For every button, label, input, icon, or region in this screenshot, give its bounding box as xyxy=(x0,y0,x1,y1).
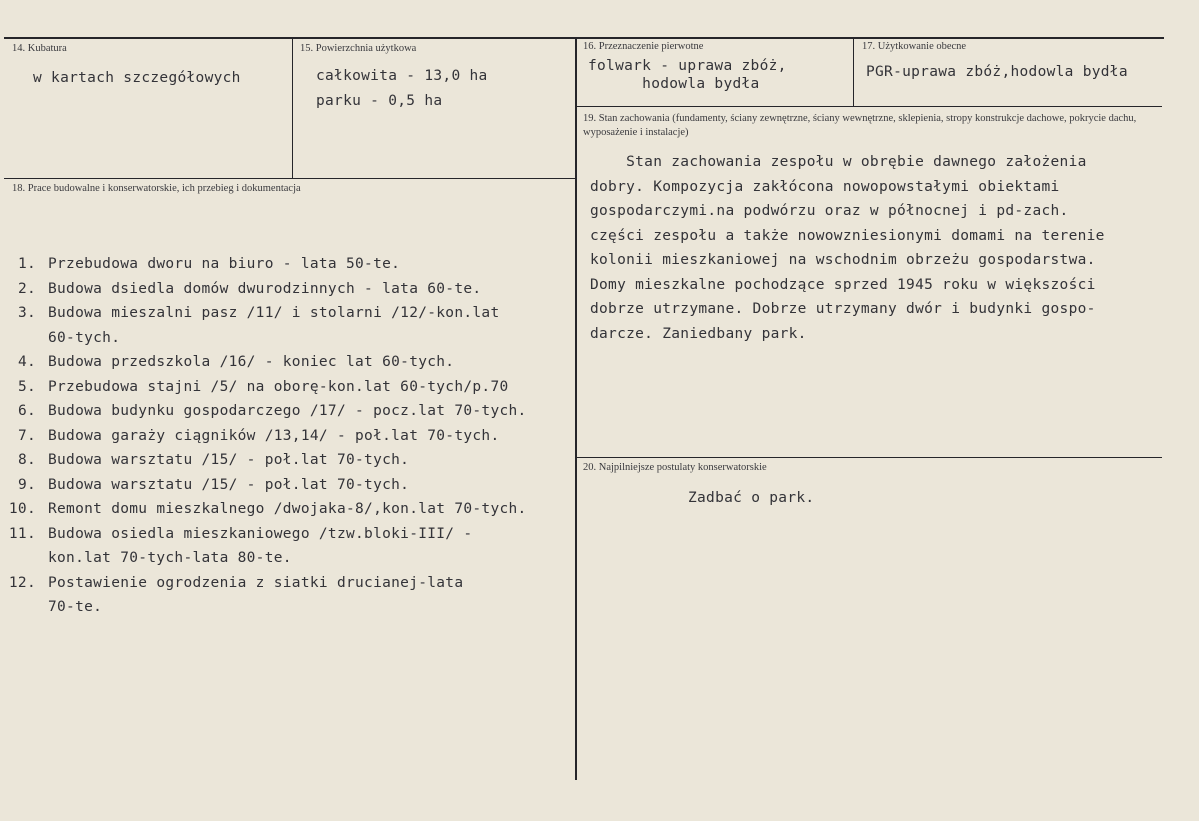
works-item-number: 8. xyxy=(17,452,36,468)
works-list-item xyxy=(2,424,527,449)
works-list-item xyxy=(2,497,527,522)
works-item-text: Postawienie ogrodzenia z siatki drucianej-lata xyxy=(48,574,464,591)
works-list-item xyxy=(2,546,527,571)
works-list-item xyxy=(2,399,527,424)
works-list-item xyxy=(2,595,527,620)
works-list-item xyxy=(2,301,527,326)
works-list-item xyxy=(2,571,527,596)
field-19-line: Domy mieszkalne pochodzące sprzed 1945 roku w większości xyxy=(590,276,1096,293)
works-item-text: 60-tych. xyxy=(48,329,121,346)
field-19-line: gospodarczymi.na podwórzu oraz w północnej i pd-zach. xyxy=(590,203,1069,219)
works-list-item xyxy=(2,375,527,400)
works-list-item xyxy=(2,522,527,547)
field-19-line: dobrze utrzymane. Dobrze utrzymany dwór i budynki gospo- xyxy=(590,301,1096,317)
field-19-line: części zespołu a także nowowzniesionymi domami na terenie xyxy=(590,227,1105,244)
field-15-label: 15. Powierzchnia użytkowa xyxy=(300,43,417,54)
works-item-number: 1. xyxy=(17,256,36,272)
works-item-number: 11. xyxy=(8,525,36,542)
rule-above-20 xyxy=(576,457,1162,458)
works-item-number: 6. xyxy=(17,403,36,419)
works-item-number xyxy=(2,595,36,620)
works-item-number: 5. xyxy=(17,378,36,395)
center-vertical-rule xyxy=(575,38,577,780)
field-14-label: 14. Kubatura xyxy=(12,43,67,54)
works-item-number: 7. xyxy=(17,427,36,444)
top-rule xyxy=(4,37,1164,39)
works-item-text: Budowa dsiedla domów dwurodzinnych - lata 60-te. xyxy=(48,280,482,297)
works-list-item xyxy=(2,350,527,375)
works-list xyxy=(2,252,527,620)
works-item-text: Budowa mieszalni pasz /11/ i stolarni /12/-kon.lat xyxy=(48,305,500,321)
field-16-line-2: hodowla bydła xyxy=(588,76,760,92)
works-item-number: 9. xyxy=(17,476,36,493)
works-list-item xyxy=(2,326,527,351)
field-17-label: 17. Użytkowanie obecne xyxy=(862,41,967,52)
field-15-line-2: parku - 0,5 ha xyxy=(316,93,443,109)
field-16-line-1: folwark - uprawa zbóż, xyxy=(588,58,787,74)
works-item-number: 12. xyxy=(8,574,36,591)
works-item-number: 3. xyxy=(17,305,36,321)
works-item-text: Remont domu mieszkalnego /dwojaka-8/,kon.lat 70-tych. xyxy=(48,501,527,517)
field-16-label: 16. Przeznaczenie pierwotne xyxy=(583,41,704,52)
works-item-text: Budowa budynku gospodarczego /17/ - pocz.lat 70-tych. xyxy=(48,403,527,419)
field-19-line: Stan zachowania zespołu w obrębie dawnego założenia xyxy=(590,154,1087,170)
works-list-item xyxy=(2,448,527,473)
works-item-number: 4. xyxy=(17,354,36,370)
field-19-label: 19. Stan zachowania (fundamenty, ściany zewnętrzne, ściany wewnętrzne, sklepienia, stropy konstrukcje dachowe, pokrycie dachu, wyposażenie i instalacje) xyxy=(583,113,1137,138)
works-list-item xyxy=(2,252,527,277)
works-item-text: Budowa osiedla mieszkaniowego /tzw.bloki-III/ - xyxy=(48,525,473,542)
works-item-number xyxy=(2,546,36,571)
works-item-number: 10. xyxy=(8,501,36,517)
field-15-line-1: całkowita - 13,0 ha xyxy=(316,68,488,84)
works-list-item xyxy=(2,473,527,498)
works-item-text: kon.lat 70-tych-lata 80-te. xyxy=(48,550,292,566)
works-item-number xyxy=(2,326,36,351)
works-item-text: Budowa warsztatu /15/ - poł.lat 70-tych. xyxy=(48,452,410,468)
field-20-label: 20. Najpilniejsze postulaty konserwatorskie xyxy=(583,462,767,473)
field-14-value: w kartach szczegółowych xyxy=(33,70,241,86)
rule-under-16-17 xyxy=(576,106,1162,107)
field-17-value: PGR-uprawa zbóż,hodowla bydła xyxy=(866,64,1128,80)
works-item-text: 70-te. xyxy=(48,599,103,615)
works-item-text: Przebudowa stajni /5/ na oborę-kon.lat 60-tych/p.70 xyxy=(48,378,509,395)
field-19-line: kolonii mieszkaniowej na wschodnim obrzeżu gospodarstwa. xyxy=(590,252,1096,268)
works-item-text: Budowa warsztatu /15/ - poł.lat 70-tych. xyxy=(48,476,410,493)
works-item-text: Budowa przedszkola /16/ - koniec lat 60-tych. xyxy=(48,354,455,370)
rule-above-18 xyxy=(4,178,576,179)
divider-16-17 xyxy=(853,38,854,106)
divider-14-15 xyxy=(292,38,293,178)
works-item-text: Przebudowa dworu na biuro - lata 50-te. xyxy=(48,256,401,272)
field-18-list xyxy=(2,203,527,669)
field-19-text xyxy=(590,150,1150,346)
field-18-label: 18. Prace budowalne i konserwatorskie, ich przebieg i dokumentacja xyxy=(12,183,301,194)
works-item-text: Budowa garaży ciągników /13,14/ - poł.lat 70-tych. xyxy=(48,427,500,444)
field-20-value: Zadbać o park. xyxy=(688,490,815,506)
works-list-item xyxy=(2,277,527,302)
works-item-number: 2. xyxy=(17,280,36,297)
field-19-line: darcze. Zaniedbany park. xyxy=(590,325,807,342)
field-19-line: dobry. Kompozycja zakłócona nowopowstałymi obiektami xyxy=(590,178,1060,195)
